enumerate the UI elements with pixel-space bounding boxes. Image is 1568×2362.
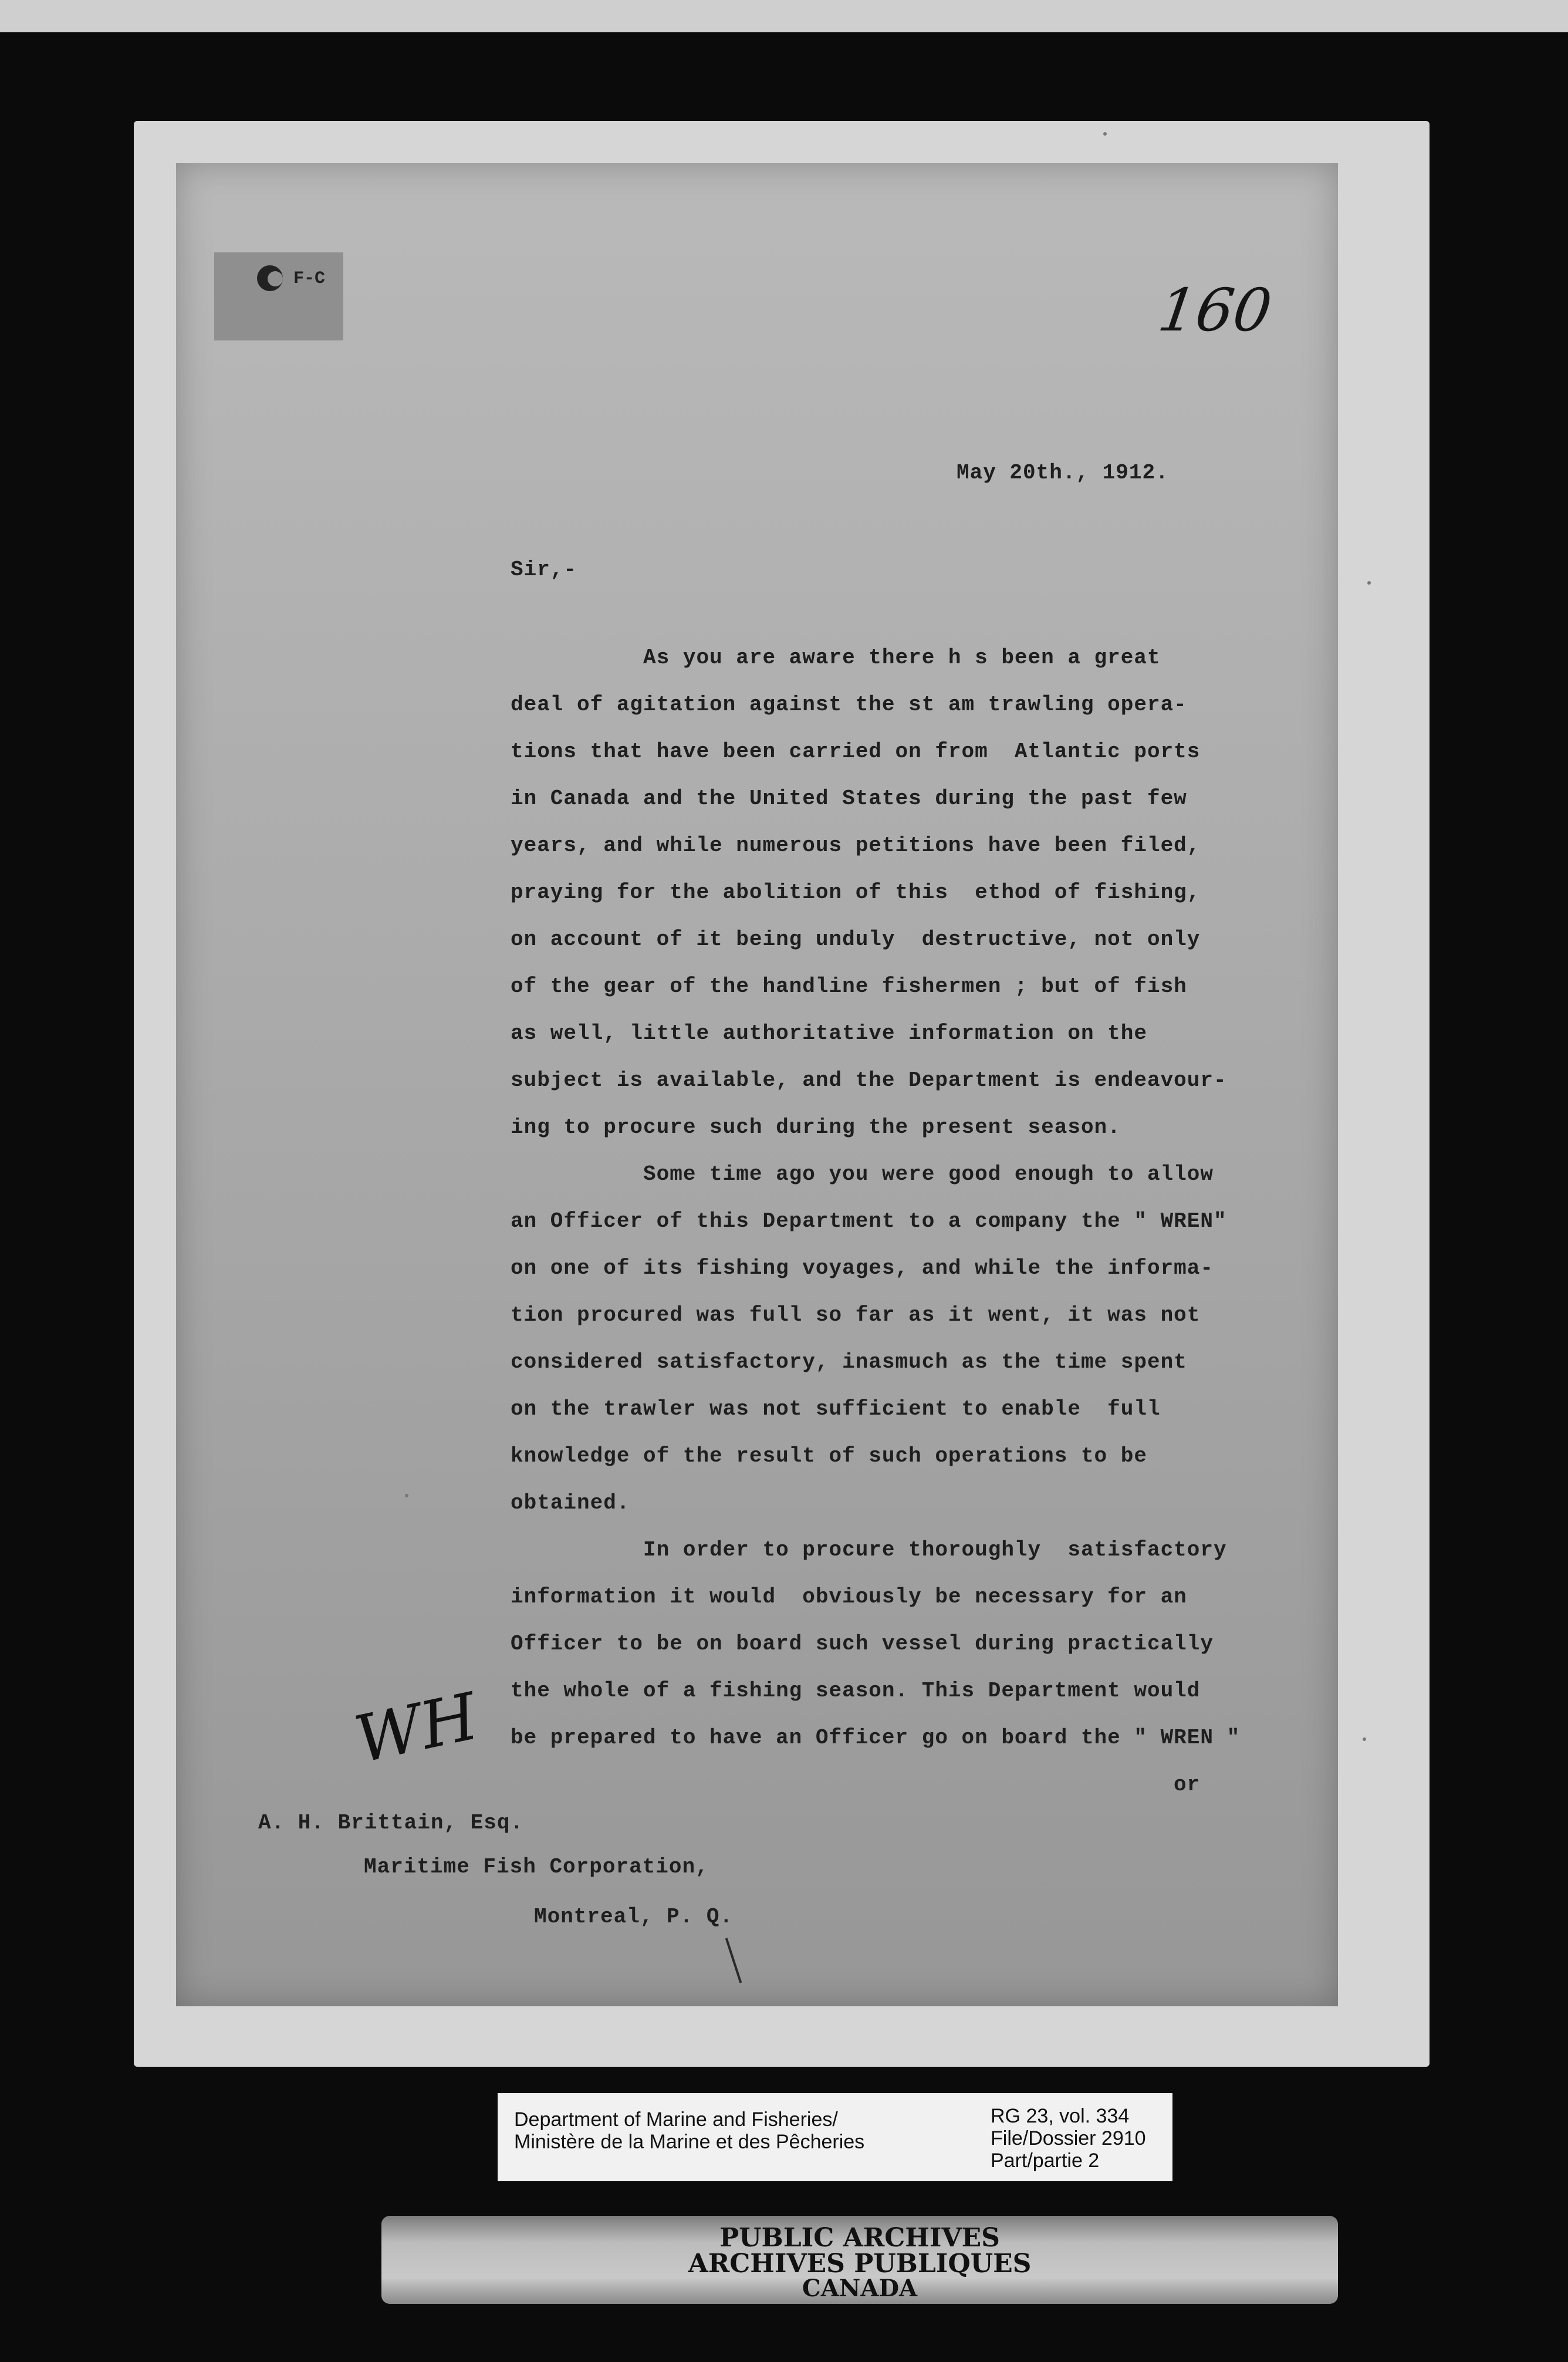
- body-line: obtained.: [511, 1491, 630, 1515]
- reference-card: [498, 2093, 1172, 2181]
- body-line: the whole of a fishing season. This Department would: [511, 1679, 1201, 1703]
- signature-initials: WH: [348, 1678, 485, 1778]
- body-line: be prepared to have an Officer go on board the " WREN ": [511, 1726, 1241, 1750]
- punch-hole-icon: [257, 265, 283, 291]
- letter-date: May 20th., 1912.: [957, 461, 1169, 485]
- department-fr: Ministère de la Marine et des Pêcheries: [514, 2131, 865, 2153]
- body-line: As you are aware there h s been a great: [511, 646, 1161, 670]
- tab-label: F-C: [293, 269, 326, 289]
- speck: [405, 1494, 408, 1497]
- body-line: tion procured was full so far as it went, it was not: [511, 1303, 1201, 1327]
- body-line: praying for the abolition of this ethod of fishing,: [511, 880, 1201, 905]
- body-line: deal of agitation against the st am trawling opera-: [511, 693, 1187, 717]
- page-number: 160: [1154, 276, 1276, 345]
- body-line: information it would obviously be necessary for an: [511, 1585, 1187, 1609]
- body-line: on account of it being unduly destructive, not only: [511, 927, 1201, 951]
- corner-tab: [214, 252, 343, 340]
- body-line: tions that have been carried on from Atlantic ports: [511, 740, 1201, 764]
- file-number: File/Dossier 2910: [991, 2127, 1146, 2150]
- continuation-word: or: [1174, 1773, 1201, 1797]
- reference-department: [514, 2108, 864, 2153]
- speck: [1363, 1737, 1366, 1741]
- part-number: Part/partie 2: [991, 2150, 1100, 2172]
- record-group: RG 23, vol. 334: [991, 2105, 1130, 2127]
- salutation: Sir,-: [511, 558, 577, 582]
- body-line: as well, little authoritative information on the: [511, 1021, 1147, 1045]
- body-line: Some time ago you were good enough to allow: [511, 1162, 1214, 1186]
- body-line: in Canada and the United States during the past few: [511, 787, 1187, 811]
- body-line: on the trawler was not sufficient to enable full: [511, 1397, 1161, 1421]
- body-line: considered satisfactory, inasmuch as the time spent: [511, 1350, 1187, 1374]
- addressee-name: A. H. Brittain, Esq.: [258, 1811, 524, 1835]
- body-line: on one of its fishing voyages, and while the informa-: [511, 1256, 1214, 1280]
- addressee-company: Maritime Fish Corporation,: [364, 1855, 709, 1879]
- speck: [1103, 132, 1107, 136]
- department-en: Department of Marine and Fisheries/: [514, 2108, 838, 2131]
- banner-line-2: ARCHIVES PUBLIQUES: [688, 2249, 1032, 2279]
- archive-banner: [381, 2216, 1338, 2304]
- body-line: ing to procure such during the present season.: [511, 1115, 1121, 1139]
- body-line: years, and while numerous petitions have been filed,: [511, 834, 1201, 858]
- banner-line-1: PUBLIC ARCHIVES: [719, 2223, 1000, 2253]
- body-line: an Officer of this Department to a company the " WREN": [511, 1209, 1227, 1233]
- body-line: knowledge of the result of such operations to be: [511, 1444, 1147, 1468]
- banner-line-3: CANADA: [802, 2275, 918, 2302]
- reference-file: [991, 2105, 1146, 2172]
- top-film-edge: [0, 0, 1568, 32]
- body-line: of the gear of the handline fishermen ; but of fish: [511, 974, 1187, 998]
- addressee-city: Montreal, P. Q.: [534, 1905, 734, 1929]
- body-line: In order to procure thoroughly satisfactory: [511, 1538, 1227, 1562]
- speck: [1367, 581, 1371, 585]
- body-line: subject is available, and the Department is endeavour-: [511, 1068, 1227, 1092]
- body-line: Officer to be on board such vessel during practically: [511, 1632, 1214, 1656]
